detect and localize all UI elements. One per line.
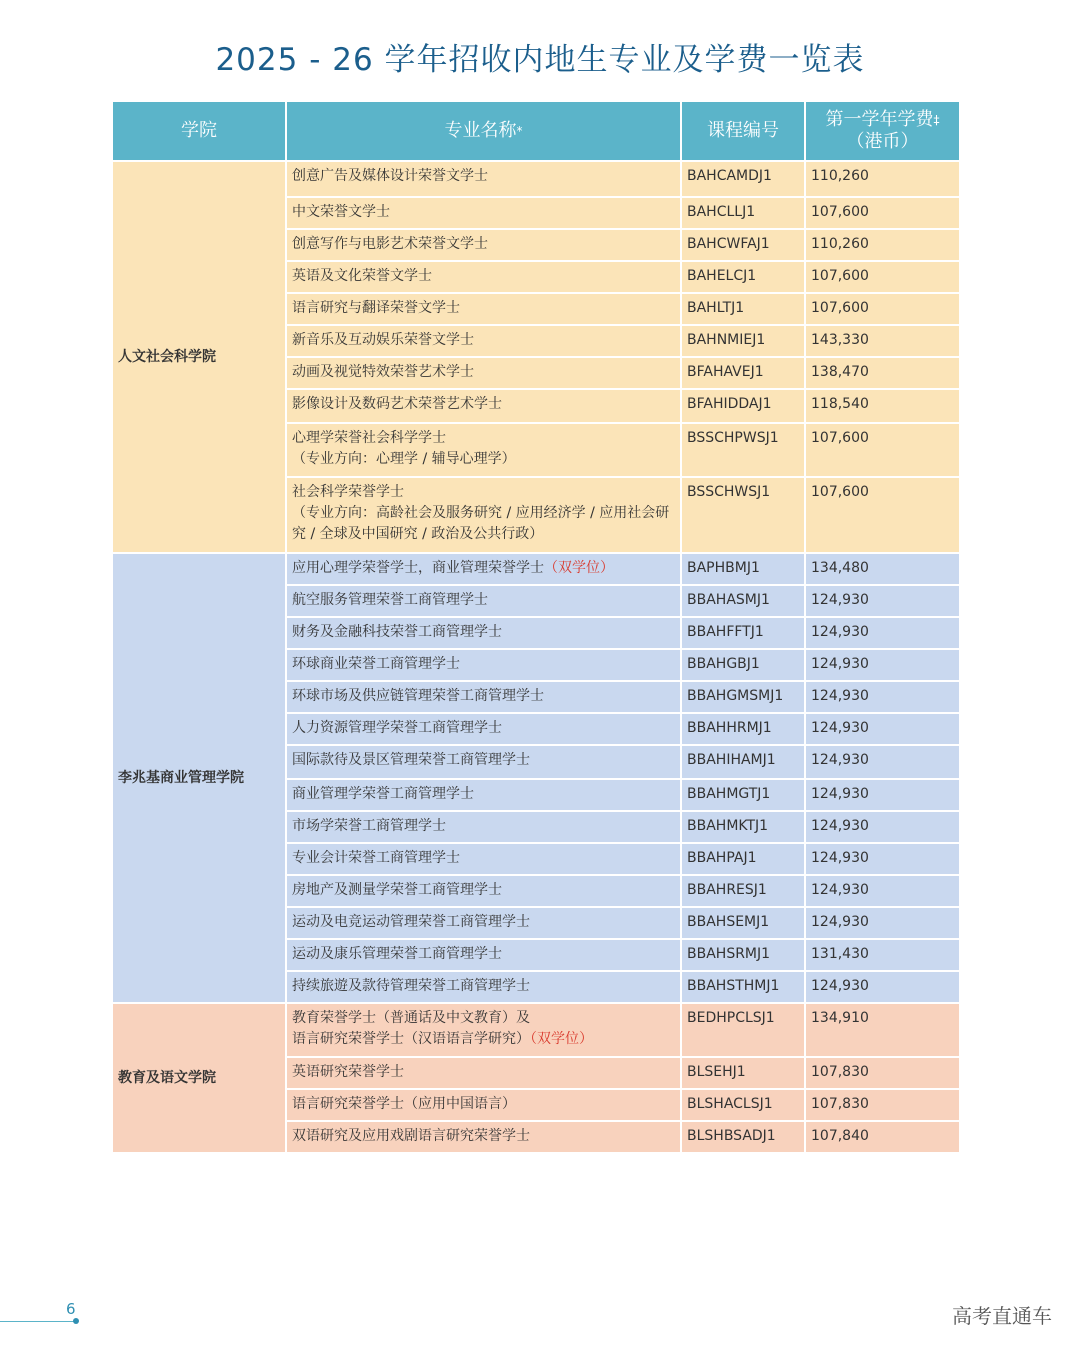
tuition-fee: 107,840	[805, 1121, 960, 1153]
program-name-text: 创意写作与电影艺术荣誉文学士	[292, 236, 488, 252]
program-name-text: 国际款待及景区管理荣誉工商管理学士	[292, 752, 530, 768]
table-row	[112, 1003, 960, 1057]
program-name-text-2: 语言研究荣誉学士（汉语语言学研究）	[292, 1031, 530, 1047]
program-name	[286, 745, 681, 779]
program-name	[286, 325, 681, 357]
course-code: BAPHBMJ1	[681, 553, 805, 585]
tuition-fee: 107,830	[805, 1089, 960, 1121]
program-name	[286, 1003, 681, 1057]
program-name-text: 运动及电竞运动管理荣誉工商管理学士	[292, 914, 530, 930]
tuition-fee: 107,600	[805, 477, 960, 553]
tuition-fee: 107,600	[805, 261, 960, 293]
dual-degree-tag: （双学位）	[544, 560, 614, 576]
tuition-fee: 124,930	[805, 681, 960, 713]
program-name-text: 应用心理学荣誉学士，商业管理荣誉学士	[292, 560, 544, 576]
tuition-fee: 110,260	[805, 161, 960, 197]
program-name-text: 动画及视觉特效荣誉艺术学士	[292, 364, 474, 380]
program-name-text: 教育荣誉学士（普通话及中文教育）及	[292, 1010, 530, 1026]
tuition-fee: 124,930	[805, 907, 960, 939]
program-name-text: 房地产及测量学荣誉工商管理学士	[292, 882, 502, 898]
watermark: 高考直通车	[952, 1304, 1052, 1328]
course-code: BBAHSRMJ1	[681, 939, 805, 971]
course-code: BBAHIHAMJ1	[681, 745, 805, 779]
course-code: BLSHBSADJ1	[681, 1121, 805, 1153]
course-code: BSSCHPWSJ1	[681, 423, 805, 477]
tuition-fee: 110,260	[805, 229, 960, 261]
header-fee: 第一学年学费‡ （港币）	[805, 101, 960, 161]
tuition-fee: 124,930	[805, 779, 960, 811]
program-name	[286, 843, 681, 875]
program-name-text: 心理学荣誉社会科学学士	[292, 430, 446, 446]
tuition-fee: 134,480	[805, 553, 960, 585]
tuition-fee: 107,600	[805, 197, 960, 229]
course-code: BEDHPCLSJ1	[681, 1003, 805, 1057]
course-code: BBAHGMSMJ1	[681, 681, 805, 713]
program-name-text: 影像设计及数码艺术荣誉艺术学士	[292, 396, 502, 412]
tuition-fee: 124,930	[805, 875, 960, 907]
course-code: BSSCHWSJ1	[681, 477, 805, 553]
program-name	[286, 1121, 681, 1153]
course-code: BBAHRESJ1	[681, 875, 805, 907]
program-name-text: 人力资源管理学荣誉工商管理学士	[292, 720, 502, 736]
course-code: BBAHASMJ1	[681, 585, 805, 617]
program-name	[286, 811, 681, 843]
program-name	[286, 1057, 681, 1089]
course-code: BAHLTJ1	[681, 293, 805, 325]
program-name-text: 环球市场及供应链管理荣誉工商管理学士	[292, 688, 544, 704]
program-name	[286, 357, 681, 389]
course-code: BBAHSEMJ1	[681, 907, 805, 939]
program-name-text: 运动及康乐管理荣誉工商管理学士	[292, 946, 502, 962]
program-name	[286, 261, 681, 293]
tuition-fee: 143,330	[805, 325, 960, 357]
course-code: BBAHFFTJ1	[681, 617, 805, 649]
program-name-text: 中文荣誉文学士	[292, 204, 390, 220]
program-name	[286, 939, 681, 971]
header-code: 课程编号	[681, 101, 805, 161]
tuition-fee: 107,600	[805, 423, 960, 477]
program-name	[286, 161, 681, 197]
program-name-text: 持续旅遊及款待管理荣誉工商管理学士	[292, 978, 530, 994]
program-name-text: 环球商业荣誉工商管理学士	[292, 656, 460, 672]
program-name	[286, 293, 681, 325]
page-divider	[0, 1321, 76, 1322]
course-code: BBAHMGTJ1	[681, 779, 805, 811]
program-name-text: 语言研究荣誉学士（应用中国语言）	[292, 1096, 516, 1112]
program-note: （专业方向：高龄社会及服务研究 / 应用经济学 / 应用社会研究 / 全球及中国研究 / 政治及公共行政）	[292, 505, 670, 542]
tuition-fee: 124,930	[805, 585, 960, 617]
course-code: BBAHHRMJ1	[681, 713, 805, 745]
program-name	[286, 907, 681, 939]
college-name: 教育及语文学院	[112, 1003, 286, 1153]
tuition-fee: 138,470	[805, 357, 960, 389]
program-name	[286, 649, 681, 681]
college-name: 李兆基商业管理学院	[112, 553, 286, 1003]
tuition-fee: 124,930	[805, 745, 960, 779]
program-name-text: 市场学荣誉工商管理学士	[292, 818, 446, 834]
program-note: （专业方向：心理学 / 辅导心理学）	[292, 451, 516, 467]
program-name-text: 新音乐及互动娱乐荣誉文学士	[292, 332, 474, 348]
course-code: BBAHGBJ1	[681, 649, 805, 681]
program-name	[286, 617, 681, 649]
page-title: 2025 - 26 学年招收内地生专业及学费一览表	[215, 42, 865, 78]
header-college: 学院	[112, 101, 286, 161]
program-name	[286, 389, 681, 423]
course-code: BBAHSTHMJ1	[681, 971, 805, 1003]
course-code: BLSEHJ1	[681, 1057, 805, 1089]
tuition-fee: 124,930	[805, 843, 960, 875]
program-name-text: 航空服务管理荣誉工商管理学士	[292, 592, 488, 608]
fee-table	[111, 100, 961, 1154]
program-name-text: 双语研究及应用戏剧语言研究荣誉学士	[292, 1128, 530, 1144]
tuition-fee: 124,930	[805, 649, 960, 681]
college-name: 人文社会科学院	[112, 161, 286, 553]
dual-degree-tag: （双学位）	[530, 1031, 593, 1047]
program-name-text: 商业管理学荣誉工商管理学士	[292, 786, 474, 802]
table-header-row	[112, 101, 960, 161]
program-name	[286, 779, 681, 811]
course-code: BAHCWFAJ1	[681, 229, 805, 261]
tuition-fee: 107,830	[805, 1057, 960, 1089]
course-code: BBAHMKTJ1	[681, 811, 805, 843]
page-dot	[73, 1318, 79, 1324]
tuition-fee: 124,930	[805, 617, 960, 649]
tuition-fee: 107,600	[805, 293, 960, 325]
tuition-fee: 124,930	[805, 713, 960, 745]
program-name-text: 语言研究与翻译荣誉文学士	[292, 300, 460, 316]
page-number: 6	[66, 1300, 76, 1318]
program-name	[286, 875, 681, 907]
course-code: BBAHPAJ1	[681, 843, 805, 875]
program-name	[286, 197, 681, 229]
course-code: BAHCLLJ1	[681, 197, 805, 229]
course-code: BFAHIDDAJ1	[681, 389, 805, 423]
header-program: 专业名称*	[286, 101, 681, 161]
program-name	[286, 423, 681, 477]
tuition-fee: 124,930	[805, 811, 960, 843]
program-name	[286, 477, 681, 553]
course-code: BFAHAVEJ1	[681, 357, 805, 389]
program-name-text: 英语研究荣誉学士	[292, 1064, 404, 1080]
table-row	[112, 161, 960, 197]
course-code: BAHELCJ1	[681, 261, 805, 293]
program-name-text: 社会科学荣誉学士	[292, 484, 404, 500]
program-name	[286, 681, 681, 713]
program-name-text: 财务及金融科技荣誉工商管理学士	[292, 624, 502, 640]
program-name	[286, 553, 681, 585]
program-name	[286, 585, 681, 617]
program-name	[286, 713, 681, 745]
program-name-text: 英语及文化荣誉文学士	[292, 268, 432, 284]
table-row	[112, 553, 960, 585]
course-code: BLSHACLSJ1	[681, 1089, 805, 1121]
program-name-text: 专业会计荣誉工商管理学士	[292, 850, 460, 866]
tuition-fee: 118,540	[805, 389, 960, 423]
tuition-fee: 124,930	[805, 971, 960, 1003]
program-name	[286, 229, 681, 261]
program-name-text: 创意广告及媒体设计荣誉文学士	[292, 168, 488, 184]
tuition-fee: 131,430	[805, 939, 960, 971]
program-name	[286, 971, 681, 1003]
tuition-fee: 134,910	[805, 1003, 960, 1057]
course-code: BAHNMIEJ1	[681, 325, 805, 357]
program-name	[286, 1089, 681, 1121]
course-code: BAHCAMDJ1	[681, 161, 805, 197]
